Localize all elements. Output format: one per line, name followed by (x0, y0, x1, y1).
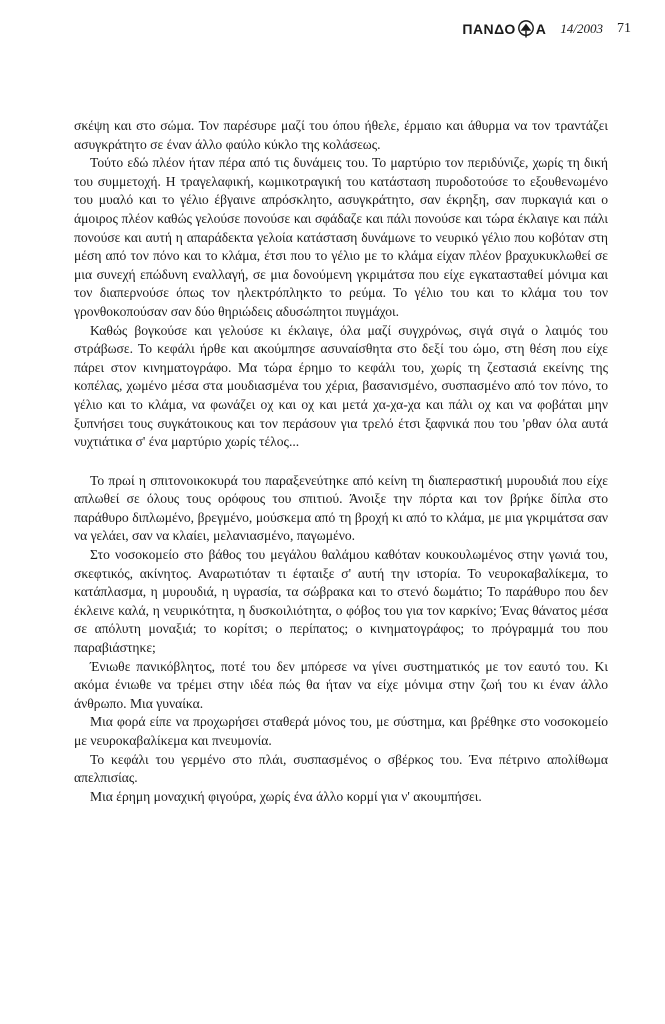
page-number: 71 (617, 21, 631, 36)
brand-text-right: Α (535, 21, 547, 37)
paragraph: Μια φορά είπε να προχωρήσει σταθερά μόνος του, με σύστημα, και βρέθηκε στο νοσοκομείο με νευροκαβαλίκεμα και πνευμονία. (74, 714, 608, 748)
paragraph: Καθώς βογκούσε και γελούσε κι έκλαιγε, όλα μαζί συγχρόνως, σιγά σιγά ο λαιμός του στράβωσε. Το κεφάλι ήρθε και ακούμπησε ασυναίσθητα στο δεξί του ώμο, στη θέση που είχε πάρει στον κινηματογράφο. Μα τώρα έρημο το κεφάλι του, χωρίς τη ζεστασιά εκείνης της κοπέλας, χωμένο μέσα στα μουδιασμένα του χέρια, βασανισμένο, συσπασμένο από τον πόνο, το γέλιο και το κλάμα, να φωνάζει οχ και οχ και μετά χα-χα-χα και πάλι οχ και να φοβάται μην ξυπνήσει τους συγκάτοικους και τον περάσουν για τρελό έτσι ξαφνικά που του 'ρθαν όλα αυτά νυχτιάτικα σ' ένα μαρτύριο χωρίς τέλος... (74, 322, 608, 450)
paragraph: Το κεφάλι του γερμένο στο πλάι, συσπασμένος ο σβέρκος του. Ένα πέτρινο απολίθωμα απελπισίας. (74, 751, 608, 786)
magazine-brand (462, 20, 546, 38)
paragraph: Στο νοσοκομείο στο βάθος του μεγάλου θαλάμου καθόταν κουκουλωμένος στην γωνιά του, σκεφτικός, ακίνητος. Αναρωτιόταν τι έφταιξε σ' αυτή την ιστορία. Το νευροκαβαλίκεμα, το κατάπλασμα, η μυρουδιά, η υγρασία, τα σώβρακα και το στενό δωμάτιο; Το παράθυρο που δεν έκλεινε καλά, η νευρικότητα, η δυσκοιλιότητα, ο φόβος του για τον καρκίνο; Ένας θάνατος μέσα σε απόλυτη μοναξιά; το κορίτσι; ο περίπατος; ο κινηματογράφος; το πρόγραμμά του που παραβιάστηκε; (74, 547, 608, 656)
paragraph: Ένιωθε πανικόβλητος, ποτέ του δεν μπόρεσε να γίνει συστηματικός με τον εαυτό του. Κι ακόμα ένιωθε να τρέμει στην ιδέα πώς θα ήταν να είχε μόνιμα στην ζωή του κι έναν άλλο άνθρωπο. Μια γυναίκα. (74, 658, 608, 711)
brand-text-left: ΠΑΝΔΟ (462, 21, 516, 37)
page-header (462, 20, 631, 38)
issue-number: 14/2003 (560, 21, 603, 36)
paragraph: σκέψη και στο σώμα. Τον παρέσυρε μαζί του όπου ήθελε, έρμαιο και άθυρμα να τον τραντάζει ασυγκράτητο σε έναν άλλο φαύλο κύκλο της κολάσεως. (74, 118, 608, 152)
paragraph: Τούτο εδώ πλέον ήταν πέρα από τις δυνάμεις του. Το μαρτύριο τον περιδύνιζε, χωρίς τη δική του συμμετοχή. Η τραγελαφική, κωμικοτραγική του κατάσταση πυροδοτούσε το εξουθενωμένο του μυαλό και το γέλιο έβγαινε απρόσκλητο, ασυγκράτητο, σαν έκρηξη, σαν πυρκαγιά και ο άμοιρος πλέον καθώς γελούσε πονούσε και σφάδαζε και πάλι πονούσε και τώρα έκλαιγε και πάλι πονούσε και αυτή η απαράδεκτα γελοία κατάσταση δυνάμωνε το νευρικό γέλιο που κοβόταν στη μέση από τον πόνο και το κλάμα, έτσι που το γέλιο με το κλάμα είχαν πλέον βραχυκυκλωθεί σε μια συνεχή επώδυνη εναλλαγή, σε μια δονούμενη γκριμάτσα που είχε εγκατασταθεί μόνιμα και τον διαπερνούσε όπως τον ηλεκτρόπληκτο το ρεύμα. Το γέλιο του και το κλάμα του τον γρονθοκοπούσαν σαν δύο θηριώδεις αδυσώπητοι πυγμάχοι. (74, 155, 608, 319)
article-body (74, 117, 608, 806)
paragraph: Μια έρημη μοναχική φιγούρα, χωρίς ένα άλλο κορμί για ν' ακουμπήσει. (90, 788, 482, 804)
paragraph: Το πρωί η σπιτονοικοκυρά του παραξενεύτηκε από κείνη τη διαπεραστική μυρουδιά που είχε απλωθεί σε όλους τους ορόφους του σπιτιού. Άνοιξε την πόρτα και τον βρήκε δίπλα στο παράθυρο διπλωμένο, βρεγμένο, μούσκεμα από τη βροχή κι από το κλάμα, με μια γκριμάτσα σαν να γελάει, σαν να κλαίει, μελανιασμένο, παγωμένο. (74, 472, 608, 544)
pandora-logo-icon (517, 20, 535, 38)
